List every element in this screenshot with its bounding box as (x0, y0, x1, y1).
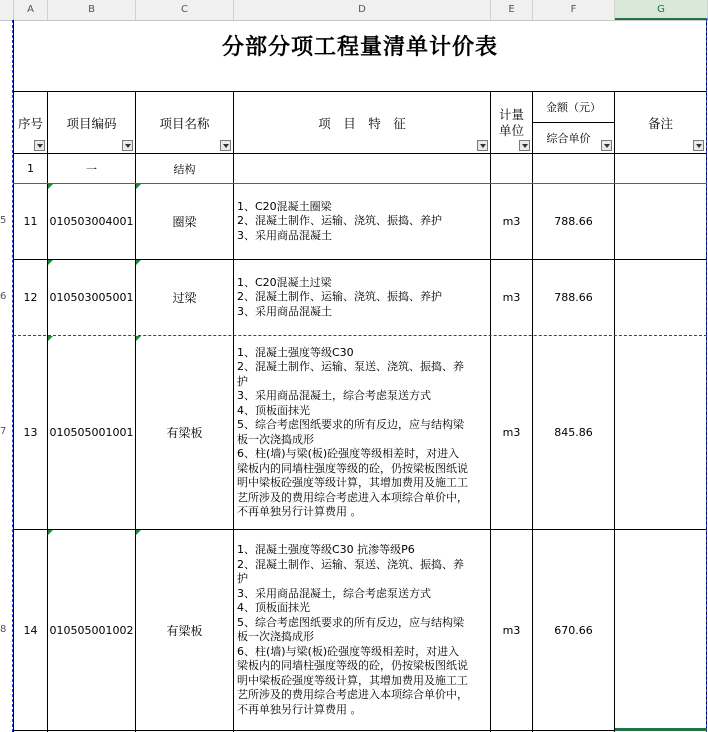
row-features[interactable] (234, 260, 490, 335)
features-text: 1、C20混凝土过梁 2、混凝土制作、运输、浇筑、振捣、养护 3、采用商品混凝土 (237, 275, 442, 318)
row-number-6[interactable]: 6 (0, 291, 7, 302)
page-break-left (12, 20, 13, 732)
features-text: 1、C20混凝土圈梁 2、混凝土制作、运输、浇筑、振捣、养护 3、采用商品混凝土 (237, 199, 442, 242)
row-price[interactable]: 788.66 (554, 291, 593, 304)
row-name[interactable]: 圈梁 (172, 215, 197, 229)
row-unit[interactable]: m3 (502, 215, 521, 228)
row-name[interactable]: 有梁板 (166, 623, 203, 638)
header-unit: 计量单位 (498, 106, 524, 138)
column-header-e[interactable]: E (491, 0, 533, 20)
row-code[interactable]: 010505001002 (49, 623, 134, 637)
section-code[interactable]: 一 (86, 162, 97, 176)
header-features: 项 目 特 征 (318, 115, 406, 131)
row-unit[interactable]: m3 (502, 291, 521, 304)
row-seq[interactable]: 11 (23, 215, 38, 228)
row-unit[interactable]: m3 (502, 426, 521, 439)
row-number-7[interactable]: 7 (0, 426, 7, 437)
header-amount: 金额（元） (546, 101, 601, 114)
column-header-c[interactable]: C (136, 0, 234, 20)
row-features[interactable] (234, 184, 490, 259)
row-unit[interactable]: m3 (502, 623, 521, 637)
column-header-b[interactable]: B (48, 0, 136, 20)
column-header-a[interactable]: A (14, 0, 48, 20)
filter-dropdown-unit[interactable] (519, 140, 530, 151)
cell-indicator-triangle (48, 530, 53, 535)
row-remark[interactable] (615, 260, 706, 335)
cell-indicator-triangle (136, 530, 141, 535)
header-remark: 备注 (647, 115, 673, 131)
section-seq[interactable]: 1 (27, 162, 34, 175)
row-number-5[interactable]: 5 (0, 215, 7, 226)
row-seq[interactable]: 13 (23, 426, 38, 439)
row-seq[interactable]: 14 (23, 623, 38, 637)
header-seq: 序号 (17, 115, 43, 131)
cell-indicator-triangle (48, 336, 53, 341)
select-all-corner[interactable] (0, 0, 14, 20)
filter-dropdown-features[interactable] (477, 140, 488, 151)
cell-indicator-triangle (136, 260, 141, 265)
column-header-f[interactable]: F (533, 0, 615, 20)
column-header-d[interactable]: D (234, 0, 491, 20)
column-header-bar (0, 0, 708, 21)
filter-dropdown-name[interactable] (220, 140, 231, 151)
row-name[interactable]: 有梁板 (166, 426, 203, 440)
row-remark[interactable] (615, 530, 706, 730)
column-header-g[interactable]: G (615, 0, 708, 20)
row-code[interactable]: 010503004001 (49, 215, 134, 228)
page-break-right (706, 20, 707, 732)
section-name[interactable]: 结构 (173, 162, 196, 176)
filter-dropdown-remark[interactable] (693, 140, 704, 151)
header-name: 项目名称 (159, 115, 210, 131)
cell-indicator-triangle (136, 184, 141, 189)
page-title: 分部分项工程量清单计价表 (221, 33, 498, 60)
features-text: 1、混凝土强度等级C30 抗渗等级P6 2、混凝土制作、运输、泵送、浇筑、振捣、养 护 3、采用商品混凝土，综合考虑泵送方式 4、顶板面抹光 5、综合考虑图纸要求的所有反边，应与结构梁 板一次浇捣成形 6、柱(墙)与梁(板)砼强度等级相差时，对进入 梁板内的同墙柱强度等级的砼，仍按梁板图纸说 明中梁板砼强度等级计算，其增加费用及施工工 艺所涉及的费用综合考虑进入本项综合单价中， 不再单独另行计算费用 。 (237, 543, 468, 716)
row-remark[interactable] (615, 336, 706, 529)
cell-indicator-triangle (48, 184, 53, 189)
row-remark[interactable] (615, 184, 706, 259)
selected-cell-border (615, 728, 707, 731)
filter-dropdown-seq[interactable] (34, 140, 45, 151)
header-unit-price: 综合单价 (546, 132, 591, 145)
features-text: 1、混凝土强度等级C30 2、混凝土制作、运输、泵送、浇筑、振捣、养 护 3、采用商品混凝土，综合考虑泵送方式 4、顶板面抹光 5、综合考虑图纸要求的所有反边，应与结构梁 板一次浇捣成形 6、柱(墙)与梁(板)砼强度等级相差时，对进入 梁板内的同墙柱强度等级的砼，仍按梁板图纸说 明中梁板砼强度等级计算，其增加费用及施工工 艺所涉及的费用综合考虑进入本项综合单价中， 不再单独另行计算费用 。 (237, 345, 468, 518)
row-price[interactable]: 670.66 (554, 623, 593, 637)
filter-dropdown-code[interactable] (122, 140, 133, 151)
filter-dropdown-unit-price[interactable] (601, 140, 612, 151)
row-code[interactable]: 010503005001 (49, 291, 134, 304)
row-number-8[interactable]: 8 (0, 624, 7, 635)
row-price[interactable]: 788.66 (554, 215, 593, 228)
row-seq[interactable]: 12 (23, 291, 38, 304)
row-price[interactable]: 845.86 (554, 426, 593, 439)
cell-indicator-triangle (48, 260, 53, 265)
row-name[interactable]: 过梁 (172, 291, 197, 305)
row-code[interactable]: 010505001001 (49, 426, 134, 439)
cell-indicator-triangle (136, 336, 141, 341)
row-features[interactable] (234, 530, 490, 730)
row-features[interactable] (234, 336, 490, 529)
header-code: 项目编码 (66, 115, 117, 131)
